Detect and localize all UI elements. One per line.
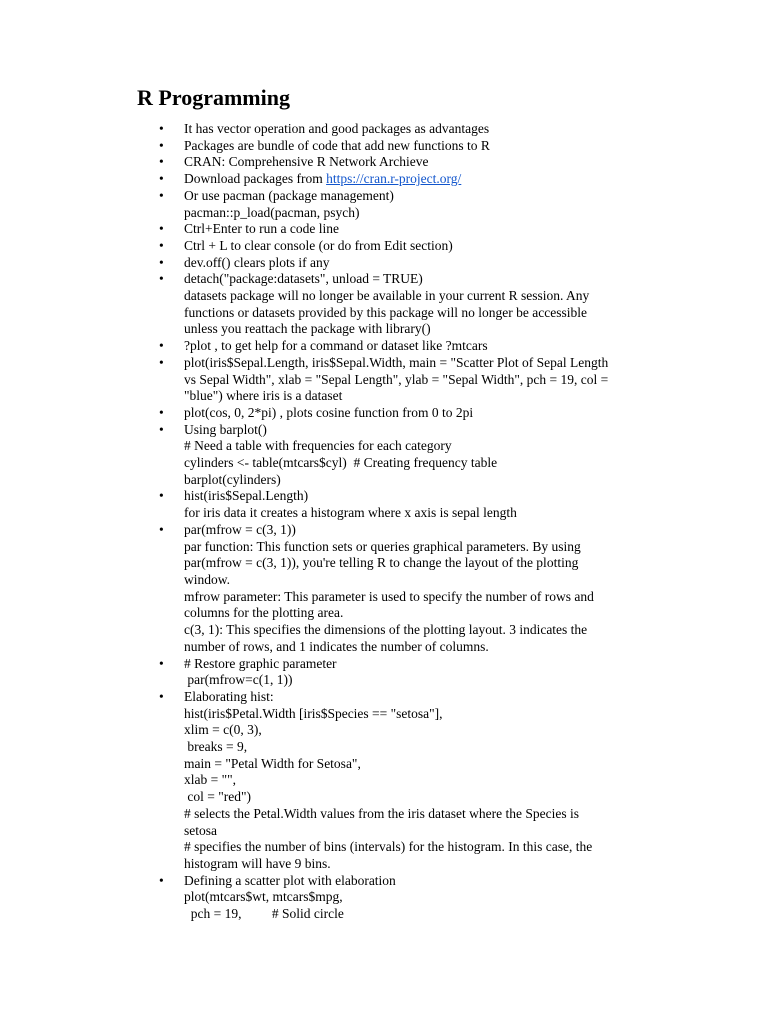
line-text: vs Sepal Width", xlab = "Sepal Length", ylab = "Sepal Width", pch = 19, col = bbox=[184, 371, 609, 387]
bullet-icon: • bbox=[159, 688, 164, 704]
line-text: Ctrl+Enter to run a code line bbox=[184, 221, 339, 237]
bullet-icon: • bbox=[159, 171, 164, 187]
list-item-line bbox=[184, 722, 676, 739]
line-text: for iris data it creates a histogram where x axis is sepal length bbox=[184, 505, 517, 521]
line-text: par(mfrow = c(3, 1)) bbox=[184, 521, 296, 537]
list-item-line bbox=[184, 672, 676, 689]
line-text: dev.off() clears plots if any bbox=[184, 254, 330, 270]
line-text: main = "Petal Width for Setosa", bbox=[184, 755, 361, 771]
bullet-icon: • bbox=[159, 271, 164, 287]
cran-link[interactable]: https://cran.r-project.org/ bbox=[326, 171, 462, 187]
list-item-line bbox=[184, 823, 676, 840]
list-item-line bbox=[184, 355, 676, 372]
line-text: Elaborating hist: bbox=[184, 688, 274, 704]
line-text: plot(mtcars$wt, mtcars$mpg, bbox=[184, 889, 343, 905]
list-item bbox=[0, 689, 676, 873]
list-item bbox=[0, 121, 676, 138]
line-text: Defining a scatter plot with elaboration bbox=[184, 872, 396, 888]
line-text: hist(iris$Sepal.Length) bbox=[184, 488, 309, 504]
list-item-line bbox=[184, 522, 676, 539]
line-text: functions or datasets provided by this package will no longer be accessible bbox=[184, 304, 588, 320]
line-text: columns for the plotting area. bbox=[184, 605, 344, 621]
list-item bbox=[0, 188, 676, 221]
list-item bbox=[0, 271, 676, 338]
list-item-line bbox=[184, 539, 676, 556]
list-item-line bbox=[184, 338, 676, 355]
line-text: number of rows, and 1 indicates the number of columns. bbox=[184, 638, 489, 654]
list-item bbox=[0, 405, 676, 422]
list-item bbox=[0, 171, 676, 188]
list-item-line bbox=[184, 221, 676, 238]
list-item bbox=[0, 522, 676, 656]
line-text: Download packages from bbox=[184, 171, 327, 187]
list-item-line bbox=[184, 271, 676, 288]
list-item-line bbox=[184, 656, 676, 673]
bullet-icon: • bbox=[159, 872, 164, 888]
list-item-line bbox=[184, 255, 676, 272]
list-item-line bbox=[184, 188, 676, 205]
list-item bbox=[0, 138, 676, 155]
line-text: pacman::p_load(pacman, psych) bbox=[184, 204, 360, 220]
list-item-line bbox=[184, 405, 676, 422]
line-text: xlab = "", bbox=[184, 772, 237, 788]
list-item-line bbox=[184, 205, 676, 222]
line-text: It has vector operation and good packages as advantages bbox=[184, 121, 490, 136]
line-text: pch = 19, # Solid circle bbox=[184, 906, 344, 922]
list-item-line bbox=[184, 171, 676, 188]
list-item bbox=[0, 221, 676, 238]
bullet-icon: • bbox=[159, 354, 164, 370]
line-text: c(3, 1): This specifies the dimensions of the plotting layout. 3 indicates the bbox=[184, 622, 588, 638]
bullet-icon: • bbox=[159, 338, 164, 354]
list-item bbox=[0, 422, 676, 489]
list-item-line bbox=[184, 739, 676, 756]
list-item bbox=[0, 154, 676, 171]
line-text: par function: This function sets or queries graphical parameters. By using bbox=[184, 538, 581, 554]
list-item-line bbox=[184, 889, 676, 906]
line-text: datasets package will no longer be available in your current R session. Any bbox=[184, 288, 590, 304]
line-text: ?plot , to get help for a command or dataset like ?mtcars bbox=[184, 338, 488, 354]
list-item-line bbox=[184, 488, 676, 505]
list-item-line bbox=[184, 472, 676, 489]
list-item-line bbox=[184, 756, 676, 773]
list-item-line bbox=[184, 689, 676, 706]
line-text: barplot(cylinders) bbox=[184, 471, 281, 487]
line-text: cylinders <- table(mtcars$cyl) # Creating frequency table bbox=[184, 455, 498, 471]
line-text: col = "red") bbox=[184, 789, 251, 805]
bullet-icon: • bbox=[159, 521, 164, 537]
list-item-line bbox=[184, 589, 676, 606]
line-text: Using barplot() bbox=[184, 421, 267, 437]
bullet-list bbox=[0, 121, 768, 923]
list-item-line bbox=[184, 138, 676, 155]
list-item-line bbox=[184, 873, 676, 890]
list-item bbox=[0, 656, 676, 689]
list-item-line bbox=[184, 622, 676, 639]
line-text: mfrow parameter: This parameter is used to specify the number of rows and bbox=[184, 588, 594, 604]
bullet-icon: • bbox=[159, 121, 164, 136]
bullet-icon: • bbox=[159, 154, 164, 170]
line-text: detach("package:datasets", unload = TRUE) bbox=[184, 271, 423, 287]
list-item-line bbox=[184, 706, 676, 723]
bullet-icon: • bbox=[159, 421, 164, 437]
line-text: # specifies the number of bins (intervals) for the histogram. In this case, the bbox=[184, 839, 593, 855]
line-text: par(mfrow = c(3, 1)), you're telling R to change the layout of the plotting bbox=[184, 555, 579, 571]
line-text: xlim = c(0, 3), bbox=[184, 722, 262, 738]
list-item-line bbox=[184, 288, 676, 305]
list-item-line bbox=[184, 639, 676, 656]
list-item-line bbox=[184, 372, 676, 389]
bullet-icon: • bbox=[159, 488, 164, 504]
list-item-line bbox=[184, 605, 676, 622]
line-text: # Need a table with frequencies for each category bbox=[184, 438, 452, 454]
list-item-line bbox=[184, 422, 676, 439]
list-item-line bbox=[184, 321, 676, 338]
line-text: setosa bbox=[184, 822, 217, 838]
line-text: "blue") where iris is a dataset bbox=[184, 388, 343, 404]
line-text: par(mfrow=c(1, 1)) bbox=[184, 672, 293, 688]
list-item-line bbox=[184, 305, 676, 322]
list-item-line bbox=[184, 806, 676, 823]
list-item-line bbox=[184, 154, 676, 171]
list-item-line bbox=[184, 906, 676, 923]
list-item bbox=[0, 355, 676, 405]
bullet-icon: • bbox=[159, 404, 164, 420]
list-item-line bbox=[184, 789, 676, 806]
list-item-line bbox=[184, 856, 676, 873]
list-item-line bbox=[184, 772, 676, 789]
line-text: unless you reattach the package with library() bbox=[184, 321, 431, 337]
list-item-line bbox=[184, 555, 676, 572]
line-text: window. bbox=[184, 571, 230, 587]
bullet-icon: • bbox=[159, 221, 164, 237]
line-text: histogram will have 9 bins. bbox=[184, 855, 331, 871]
line-text: hist(iris$Petal.Width [iris$Species == "setosa"], bbox=[184, 705, 443, 721]
line-text: breaks = 9, bbox=[184, 739, 248, 755]
list-item bbox=[0, 255, 676, 272]
list-item-line bbox=[184, 238, 676, 255]
line-text: plot(cos, 0, 2*pi) , plots cosine function from 0 to 2pi bbox=[184, 404, 474, 420]
bullet-icon: • bbox=[159, 254, 164, 270]
list-item-line bbox=[184, 505, 676, 522]
list-item-line bbox=[184, 388, 676, 405]
list-item-line bbox=[184, 839, 676, 856]
bullet-icon: • bbox=[159, 137, 164, 153]
line-text: # Restore graphic parameter bbox=[184, 655, 337, 671]
line-text: plot(iris$Sepal.Length, iris$Sepal.Width, main = "Scatter Plot of Sepal Length bbox=[184, 354, 609, 370]
list-item-line bbox=[184, 438, 676, 455]
list-item-line bbox=[184, 455, 676, 472]
line-text: Or use pacman (package management) bbox=[184, 187, 394, 203]
line-text: CRAN: Comprehensive R Network Archieve bbox=[184, 154, 429, 170]
list-item-line bbox=[184, 121, 676, 138]
list-item-line bbox=[184, 572, 676, 589]
bullet-icon: • bbox=[159, 655, 164, 671]
bullet-icon: • bbox=[159, 237, 164, 253]
line-text: Ctrl + L to clear console (or do from Edit section) bbox=[184, 237, 453, 253]
list-item bbox=[0, 873, 676, 923]
line-text: Packages are bundle of code that add new functions to R bbox=[184, 137, 490, 153]
list-item bbox=[0, 238, 676, 255]
bullet-icon: • bbox=[159, 187, 164, 203]
page-title: R Programming bbox=[137, 85, 290, 110]
list-item bbox=[0, 338, 676, 355]
list-item bbox=[0, 488, 676, 521]
line-text: # selects the Petal.Width values from the iris dataset where the Species is bbox=[184, 805, 579, 821]
